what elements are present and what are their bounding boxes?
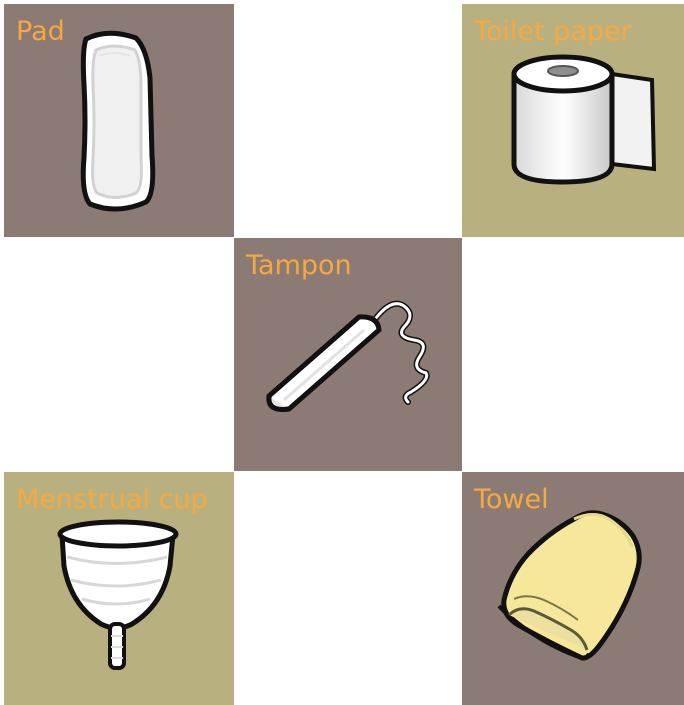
tile-pad xyxy=(4,4,234,237)
towel-label: Towel xyxy=(474,484,549,515)
tampon-label: Tampon xyxy=(246,250,352,281)
toilet-paper-label: Toilet paper xyxy=(474,16,632,47)
tile-towel xyxy=(462,472,684,705)
tile-toilet-paper xyxy=(462,4,684,237)
tile-menstrual-cup xyxy=(4,472,234,705)
menstrual-cup-label: Menstrual cup xyxy=(16,484,208,515)
pad-label: Pad xyxy=(16,16,65,47)
tile-tampon xyxy=(234,238,462,471)
